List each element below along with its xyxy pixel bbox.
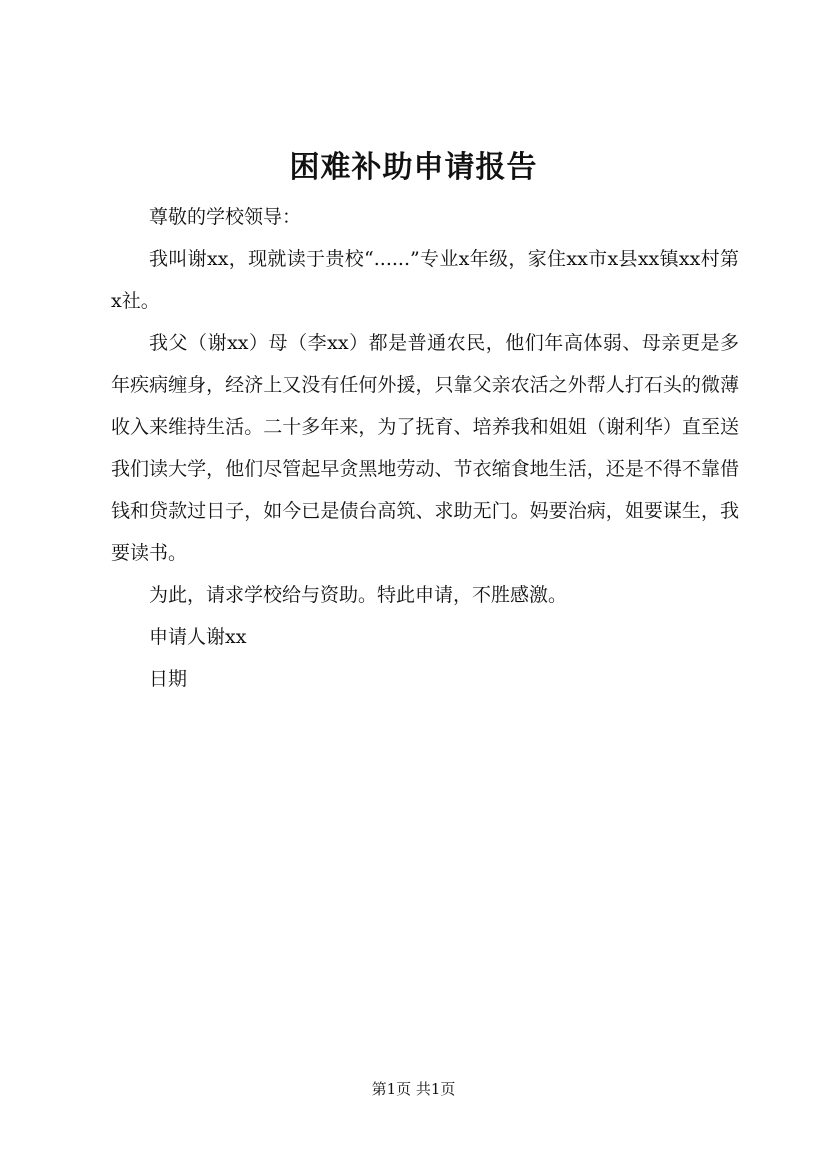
paragraph-family-situation: 我父（谢xx）母（李xx）都是普通农民，他们年高体弱、母亲更是多年疾病缠身，经济上又没有任何外援，只靠父亲农活之外帮人打石头的微薄收入来维持生活。二十多年来，为了抚育、培养我和姐姐（谢利华）直至送我们读大学，他们尽管起早贪黑地劳动、节衣缩食地生活，还是不得不靠借钱和贷款过日子，如今已是债台高筑、求助无门。妈要治病，姐要谋生，我要读书。 — [111, 332, 739, 564]
salutation: 尊敬的学校领导： — [149, 206, 302, 228]
applicant-signature: 申请人谢xx — [149, 626, 247, 648]
date-line: 日期 — [149, 668, 188, 690]
paragraph-request: 为此，请求学校给与资助。特此申请，不胜感激。 — [149, 584, 568, 606]
page-number-footer: 第1页 共1页 — [371, 1080, 456, 1098]
document-body — [111, 196, 739, 700]
document-title: 困难补助申请报告 — [289, 150, 538, 185]
paragraph-introduction: 我叫谢xx，现就读于贵校“......”专业x年级，家住xx市x县xx镇xx村第x社。 — [111, 248, 739, 312]
